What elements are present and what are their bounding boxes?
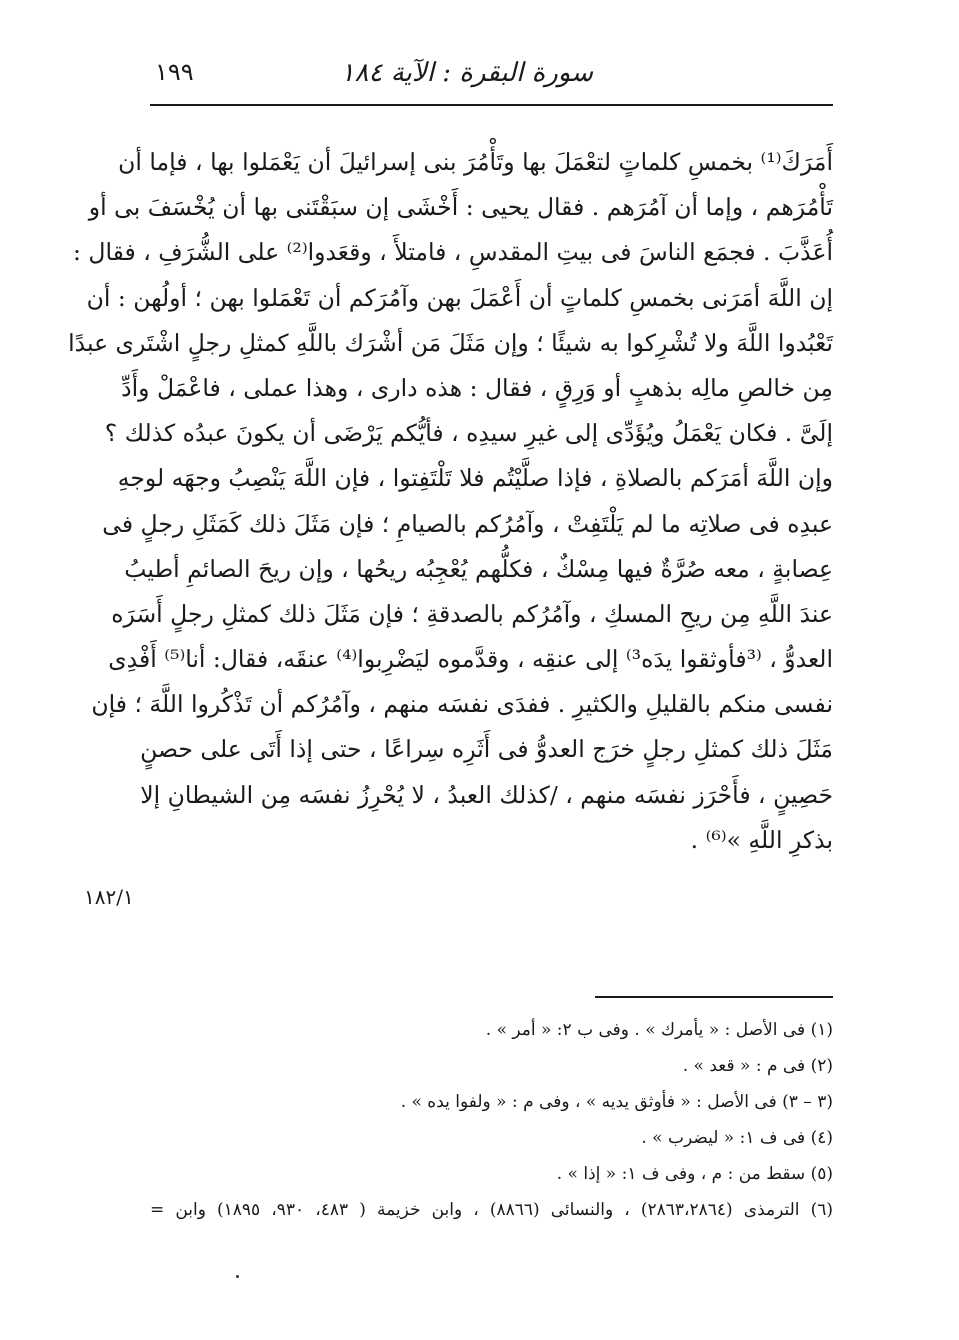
- footnote: (٤) فى ف ١: « ليضرب » .: [641, 1128, 833, 1148]
- text-line: بذكرِ اللَّهِ »⁽⁶⁾ .: [690, 825, 833, 854]
- footnote: (٣ – ٣) فى الأصل : « فأوثق يديه » ، وفى م : « ولفوا يده » .: [400, 1092, 833, 1112]
- margin-reference: ١٨٢/١: [84, 885, 134, 909]
- text-line: عبدِه فى صلاتِه ما لم يَلْتَفِتْ ، وآمُرُكم بالصيامِ ؛ فإن مَثَلَ ذلك كَمَثَلِ رجلٍ فى: [102, 509, 833, 538]
- text-line: إن اللَّهَ أمَرَنى بخمسِ كلماتٍ أن أَعْمَلَ بهن وآمُرَكم أن تَعْمَلوا بهن ؛ أولُهن : أن: [86, 283, 833, 312]
- text-line: تَأْمُرَهم ، وإما أن آمُرَهم . فقال يحيى : أَخْشَى إن سبَقْتَنى بها أن يُخْسَفَ بى أو: [88, 193, 833, 222]
- text-line: أَمَرَكَ⁽¹⁾ بخمسِ كلماتٍ لتعْمَلَ بها وتَأْمُرَ بنى إسرائيلَ أن يَعْمَلوا بها ، فإما أن: [118, 148, 833, 176]
- scan-speck: [236, 1275, 239, 1278]
- text-line: حَصِينٍ ، فأَحْرَز نفسَه منهم ، /كذلك العبدُ ، لا يُحْرِزُ نفسَه مِن الشيطانِ إلا: [140, 780, 833, 809]
- text-line: وإن اللَّهَ أمَرَكم بالصلاةِ ، فإذا صلَّيْتُم فلا تَلْتَفِتوا ، فإن اللَّهَ يَنْصِبُ وجهَه لوجهِ: [117, 464, 833, 493]
- text-line: أُعَذَّبَ . فجمَع الناسَ فى بيتِ المقدسِ ، فامتلأَ ، وقعَدوا⁽²⁾ على الشُّرَفِ ، فقال :: [73, 238, 833, 267]
- text-line: مِن خالصِ مالِه بذهبٍ أو وَرِقٍ ، فقال : هذه دارى ، وهذا عملى ، فاعْمَلْ وأَدِّ: [121, 373, 833, 402]
- text-line: مَثَلَ ذلك كمثلِ رجلٍ خرَج العدوُّ فى أَثَرِه سِراعًا ، حتى إذا أَتَى على حصنٍ: [140, 735, 833, 764]
- footnote: (٥) سقط من : م ، وفى ف ١: « إذا » .: [556, 1164, 833, 1184]
- page-header: [150, 58, 833, 98]
- text-line: نفسى منكم بالقليلِ والكثيرِ . ففدَى نفسَه منهم ، وآمُرُكم أن تَذْكُروا اللَّهَ ؛ فإن: [91, 690, 833, 719]
- footnote: (٦) الترمذى (٢٨٦٣،٢٨٦٤) ، والنسائى (٨٨٦٦) ، وابن خزيمة ( ٤٨٣، ٩٣٠، ١٨٩٥) وابن =: [150, 1200, 834, 1220]
- text-line: العدوُّ ، ⁽³فأوثقوا يدَه³⁾ إلى عنقِه ، وقدَّموه ليَضْرِبوا⁽⁴⁾ عنقَه، فقال: أنا⁽⁵⁾ أَفْدِى: [108, 645, 833, 674]
- footnote: (٢) فى م : « قعد » .: [682, 1056, 833, 1076]
- page-number: ١٩٩: [155, 58, 194, 86]
- footnote: (١) فى الأصل : « يأمرك » . وفى ب ٢: « أمر » .: [485, 1020, 833, 1040]
- text-line: إلَىَّ . فكان يَعْمَلُ ويُؤَدِّى إلى غيرِ سيدِه ، فأيُّكم يَرْضَى أن يكونَ عبدُه كذلك ؟: [104, 419, 833, 448]
- body-text: [68, 140, 833, 863]
- text-line: تَعْبُدوا اللَّهَ ولا تُشْرِكوا به شيئًا ؛ وإن مَثَلَ مَن أشْرَك باللَّهِ كمثلِ رجلٍ اشْتَرى عبدًا: [68, 328, 833, 357]
- running-title: سورة البقرة : الآية ١٨٤: [340, 58, 593, 88]
- header-rule: [150, 104, 833, 106]
- text-line: عِصابةٍ ، معه صُرَّةٌ فيها مِسْكٌ ، فكلُّهم يُعْجِبُه ريحُها ، وإن ريحَ الصائمِ أطيبُ: [124, 554, 833, 583]
- footnotes: [150, 1012, 833, 1228]
- footnote-rule: [595, 996, 833, 998]
- text-line: عندَ اللَّهِ مِن ريحِ المسكِ ، وآمُرُكم بالصدقةِ ؛ فإن مَثَلَ ذلك كمثلِ رجلٍ أَسَرَه: [111, 599, 833, 628]
